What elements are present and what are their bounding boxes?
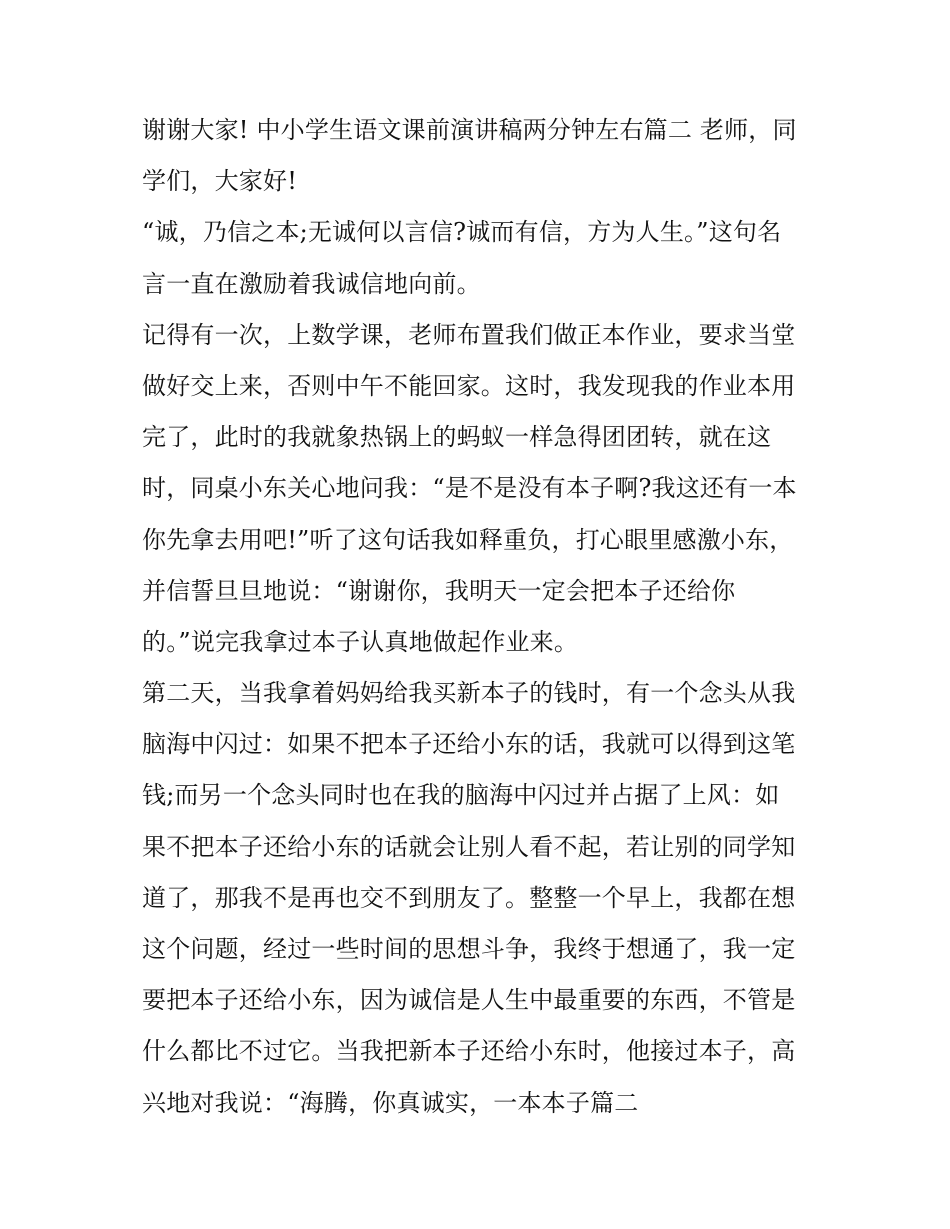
speech-text-body [142, 105, 818, 1129]
text-line: “诚，乃信之本;无诚何以言信?诚而有信，方为人生。”这句名 [142, 218, 782, 247]
text-line: 谢谢大家! 中小学生语文课前演讲稿两分钟左右篇二 老师，同 [142, 116, 797, 144]
text-line: 完了，此时的我就象热锅上的蚂蚁一样急得团团转，就在这 [142, 423, 772, 452]
text-line: 果不把本子还给小东的话就会让别人看不起，若让别的同学知 [142, 832, 796, 861]
text-line: 学们，大家好! [142, 167, 298, 196]
text-line: 兴地对我说：“海腾，你真诚实，一本本子篇二 [142, 1088, 639, 1117]
text-line: 记得有一次，上数学课，老师布置我们做正本作业，要求当堂 [142, 320, 796, 349]
text-line: 道了，那我不是再也交不到朋友了。整整一个早上，我都在想 [142, 883, 796, 912]
text-line: 钱;而另一个念头同时也在我的脑海中闪过并占据了上风：如 [142, 781, 780, 810]
text-line: 做好交上来，否则中午不能回家。这时，我发现我的作业本用 [142, 371, 796, 400]
text-line: 这个问题，经过一些时间的思想斗争，我终于想通了，我一定 [142, 935, 796, 963]
text-line: 时，同桌小东关心地问我：“是不是没有本子啊?我这还有一本 [142, 474, 797, 503]
text-line: 你先拿去用吧!”听了这句话我如释重负，打心眼里感激小东， [142, 525, 794, 554]
text-line: 第二天，当我拿着妈妈给我买新本子的钱时，有一个念头从我 [142, 679, 796, 708]
text-line: 要把本子还给小东，因为诚信是人生中最重要的东西，不管是 [142, 986, 796, 1015]
text-line: 什么都比不过它。当我把新本子还给小东时，他接过本子，高 [142, 1037, 796, 1066]
text-line: 言一直在激励着我诚信地向前。 [142, 269, 481, 298]
text-line: 的。”说完我拿过本子认真地做起作业来。 [142, 627, 579, 656]
text-line: 脑海中闪过：如果不把本子还给小东的话，我就可以得到这笔 [142, 730, 796, 759]
text-line: 并信誓旦旦地说：“谢谢你，我明天一定会把本子还给你 [142, 576, 736, 605]
